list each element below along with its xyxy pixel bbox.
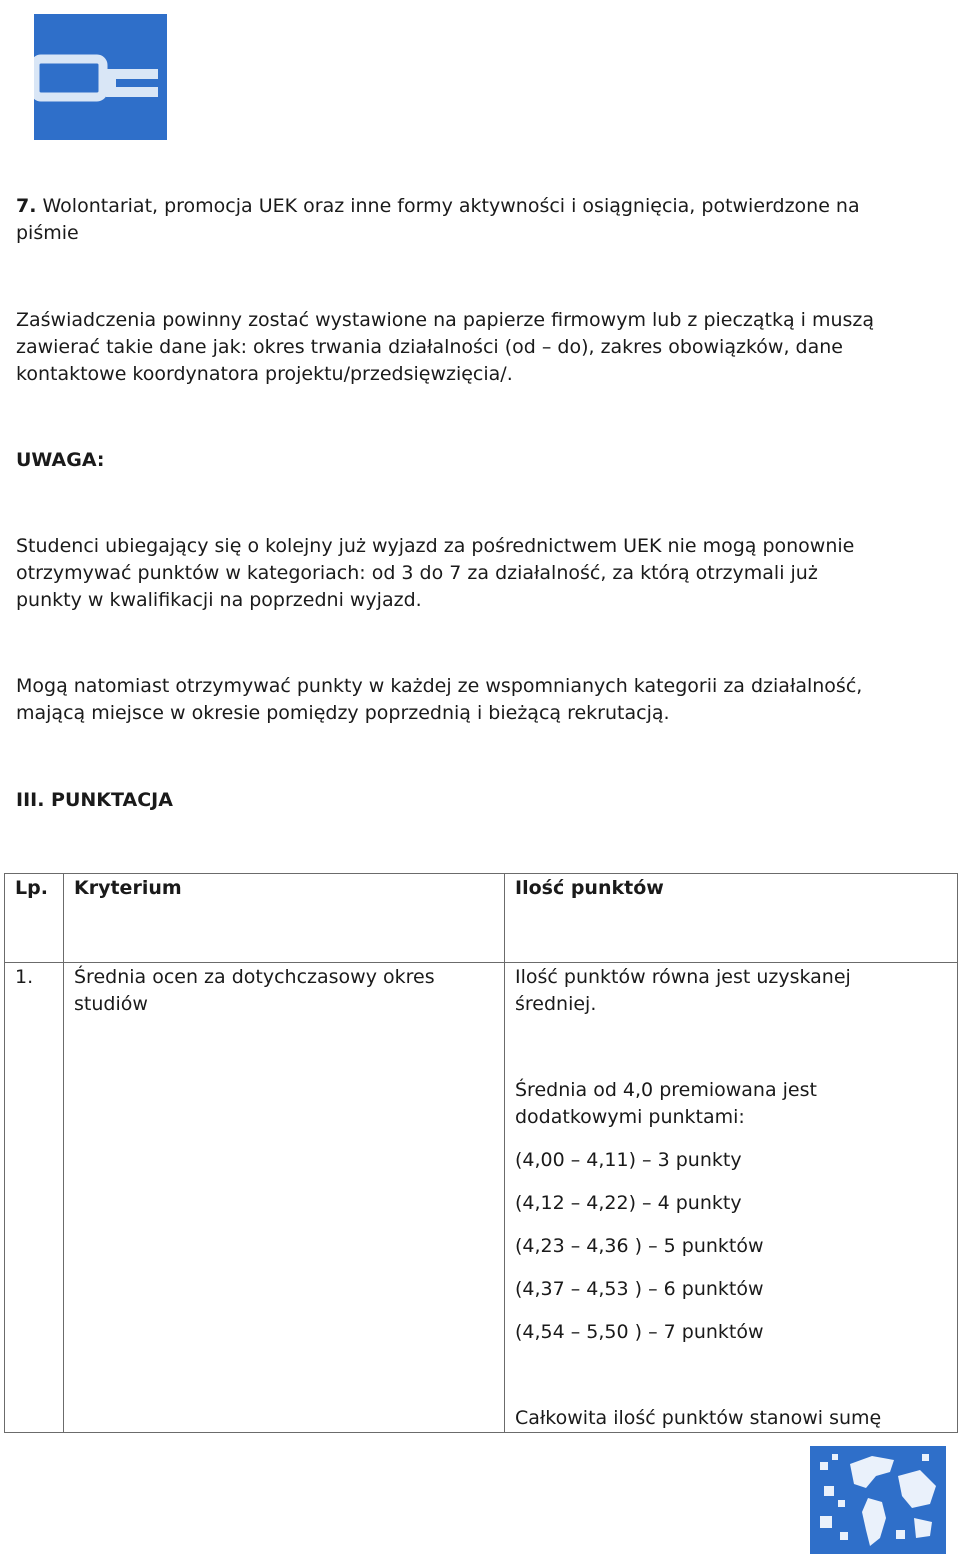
row-cell-lp: 1. <box>5 963 64 1433</box>
bonus-description: Średnia od 4,0 premiowana jest dodatkowymi punktami: <box>515 1079 817 1128</box>
table-header-row <box>5 874 958 963</box>
warning-heading: UWAGA: <box>16 449 105 471</box>
row-cell-criterion: Średnia ocen za dotychczasowy okres studiów <box>64 963 505 1433</box>
range-item: (4,00 – 4,11) – 3 punkty <box>515 1149 742 1171</box>
range-item: (4,23 – 4,36 ) – 5 punktów <box>515 1235 764 1257</box>
header-cell-points: Ilość punktów <box>505 874 958 963</box>
warning-paragraph-1: Studenci ubiegający się o kolejny już wyjazd za pośrednictwem UEK nie mogą ponownie otrzymywać punktów w kategoriach: od 3 do 7 za działalność, za którą otrzymali już punkty w kwalifikacji na poprzedni wyjazd. <box>16 535 855 611</box>
section-7-title: 7. Wolontariat, promocja UEK oraz inne formy aktywności i osiągnięcia, potwierdzone na piśmie <box>16 195 860 244</box>
row-cell-points: Ilość punktów równa jest uzyskanej średniej. Średnia od 4,0 premiowana jest dodatkowymi punktami: (4,00 – 4,11) – 3 punkty (4,12 – 4,22) – 4 punkty (4,23 – 4,36 ) – 5 punktów (4,37 – 4,53 ) – 6 punktów (4,54 – 5,50 ) – 7 punktów Całkowita ilość punktów stanowi sumę <box>505 963 958 1433</box>
scoring-table <box>4 873 958 1433</box>
header-cell-criterion: Kryterium <box>64 874 505 963</box>
section-number: 7. <box>16 195 37 217</box>
range-item: (4,37 – 4,53 ) – 6 punktów <box>515 1278 764 1300</box>
range-item: (4,54 – 5,50 ) – 7 punktów <box>515 1321 764 1343</box>
certificate-note: Zaświadczenia powinny zostać wystawione na papierze firmowym lub z pieczątką i muszą zawierać takie dane jak: okres trwania działalności (od – do), zakres obowiązków, dane kontaktowe koordynatora projektu/przedsięwzięcia/. <box>16 309 875 385</box>
header-cell-lp: Lp. <box>5 874 64 963</box>
total-note: Całkowita ilość punktów stanowi sumę <box>515 1407 882 1429</box>
section-3-heading: III. PUNKTACJA <box>16 789 173 811</box>
range-item: (4,12 – 4,22) – 4 punkty <box>515 1192 742 1214</box>
uek-logo <box>34 14 167 140</box>
warning-paragraph-2: Mogą natomiast otrzymywać punkty w każdej ze wspomnianych kategorii za działalność, mającą miejsce w okresie pomiędzy poprzednią i bieżącą rekrutacją. <box>16 675 863 724</box>
map-logo <box>810 1446 946 1554</box>
table-row <box>5 963 958 1433</box>
